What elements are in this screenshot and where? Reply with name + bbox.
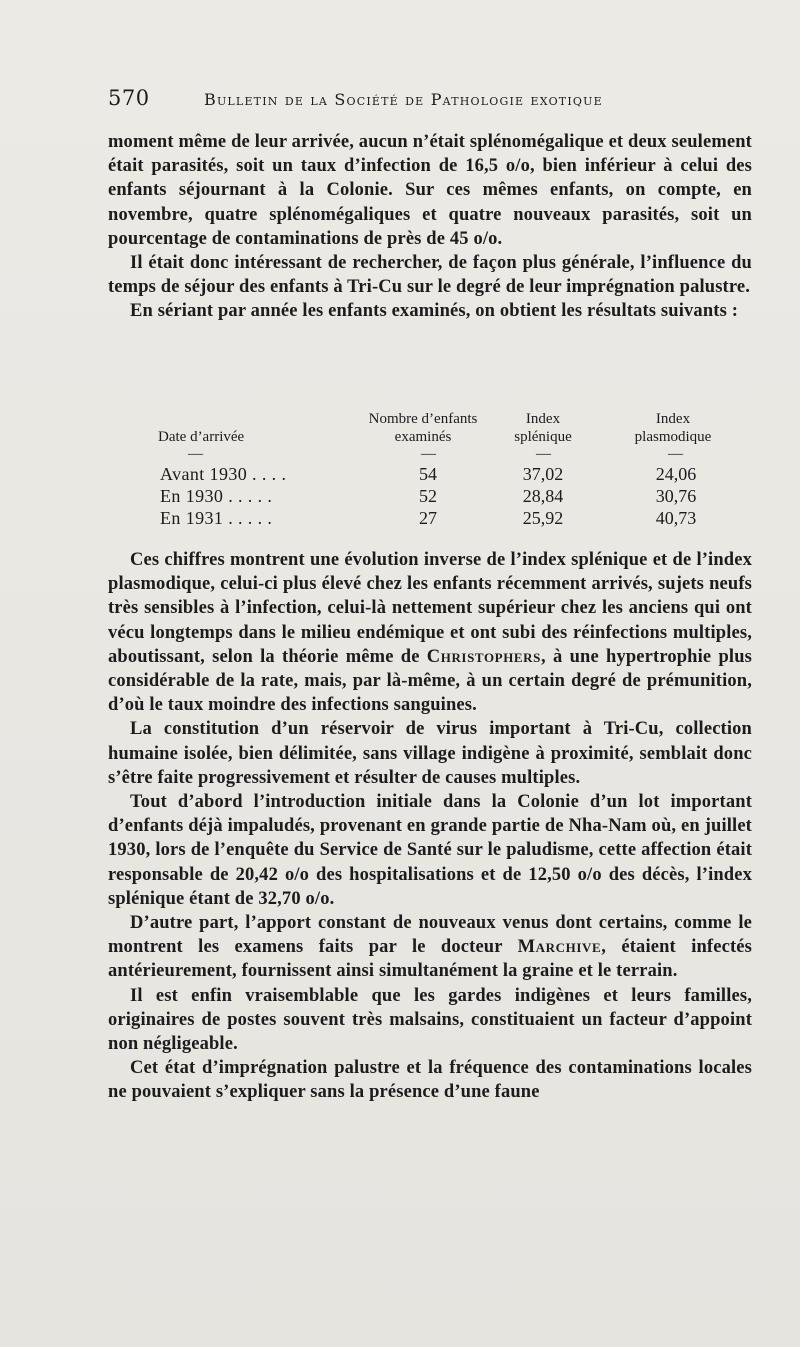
table-row: [108, 508, 748, 530]
col-header-index1-line2: splénique: [514, 429, 572, 445]
cell-nombre: 54: [419, 464, 437, 484]
paragraph: [108, 911, 752, 984]
cell-date: En 1931 . . . . .: [160, 508, 273, 528]
paragraph-text: , à une hypertrophie plus considérable de la rate, mais, par là-même, à un certain degré de prémunition, d’où le taux moindre des infections sanguines.: [108, 646, 752, 716]
paragraph-text: Ces chiffres montrent une évolution inverse de l’index splénique et de l’index plasmodique, celui-ci plus élevé chez les enfants récemment arrivés, sujets neufs très sensibles à l’infection, celui-là nettement supérieur chez les anciens qui ont vécu longtemps dans le milieu endémique et ont subi des réinfections multiples, aboutissant, selon la théorie même de: [108, 550, 752, 667]
paragraph-continuation: moment même de leur arrivée, aucun n’était splénomégalique et deux seulement était parasités, soit un taux d’infection de 16,5 o/o, bien inférieur à celui des enfants séjournant à la Colonie. Sur ces mêmes enfants, on compte, en novembre, quatre splénomégaliques et quatre nouveaux parasités, soit un pourcentage de contaminations de près de 45 o/o.: [108, 132, 752, 249]
col-header-nombre-line1: Nombre d’enfants: [368, 411, 478, 427]
col-header-index-plasmodique: [598, 410, 748, 446]
col-header-index1-line1: Index: [525, 411, 561, 427]
col-header-nombre: [353, 410, 493, 446]
running-title: Bulletin de la Société de Pathologie exotique: [204, 90, 603, 109]
col-header-index-splenique: [493, 410, 593, 446]
cell-plasmodique: 40,73: [655, 508, 697, 528]
cell-date: En 1930 . . . . .: [160, 486, 273, 506]
cell-splenique: 25,92: [522, 508, 564, 528]
page-header: [108, 86, 748, 116]
table-row: [108, 486, 748, 508]
paragraph: Il est enfin vraisemblable que les gardes indigènes et leurs familles, originaires de postes souvent très malsains, constituaient un facteur d’appoint non négligeable.: [108, 985, 752, 1055]
col-header-date: Date d’arrivée: [158, 429, 245, 445]
paragraph: [108, 548, 752, 717]
table-row: [108, 464, 748, 486]
cell-splenique: 37,02: [522, 464, 564, 484]
cell-plasmodique: 30,76: [655, 486, 697, 506]
cell-date: Avant 1930 . . . .: [160, 464, 287, 484]
page-number: 570: [108, 86, 150, 110]
col-header-index2-line1: Index: [655, 411, 691, 427]
text-block-top: [108, 130, 752, 324]
paragraph: Tout d’abord l’introduction initiale dans la Colonie d’un lot important d’enfants déjà impaludés, provenant en grande partie de Nha-Nam où, en juillet 1930, lors de l’enquête du Service de Santé sur le paludisme, cette affection était responsable de 20,42 o/o des hospitalisations et de 12,50 o/o des décès, l’index splénique étant de 32,70 o/o.: [108, 792, 752, 909]
paragraph: En sériant par année les enfants examinés, on obtient les résultats suivants :: [130, 301, 738, 322]
paragraph-text: D’autre part, l’apport constant de nouveaux venus dont certains, comme le montrent les examens faits par le docteur: [108, 913, 752, 958]
cell-nombre: 27: [419, 508, 437, 528]
paragraph: La constitution d’un réservoir de virus important à Tri-Cu, collection humaine isolée, bien délimitée, sans village indigène à proximité, semblait donc s’être faite progressivement et résulter de causes multiples.: [108, 719, 752, 788]
paragraph: Il était donc intéressant de rechercher, de façon plus générale, l’influence du temps de séjour des enfants à Tri-Cu sur le degré de leur imprégnation palustre.: [108, 253, 752, 298]
results-table: [108, 390, 748, 530]
paragraph-text: , étaient infectés antérieurement, fournissent ainsi simultanément la graine et le terrain.: [108, 937, 752, 982]
cell-splenique: 28,84: [522, 486, 564, 506]
col-dash-plasmodique: —: [668, 446, 683, 462]
author-name: Christophers: [426, 646, 542, 667]
author-name: Marchive: [517, 937, 602, 958]
col-header-nombre-line2: examinés: [394, 429, 452, 445]
col-header-index2-line2: plasmodique: [634, 429, 712, 445]
cell-plasmodique: 24,06: [655, 464, 697, 484]
cell-nombre: 52: [419, 486, 437, 506]
col-dash-date: —: [188, 446, 203, 462]
paragraph: Cet état d’imprégnation palustre et la fréquence des contaminations locales ne pouvaient s’expliquer sans la présence d’une faune: [108, 1058, 752, 1103]
col-dash-nombre: —: [421, 446, 436, 462]
text-block-bottom: [108, 548, 752, 1105]
col-dash-splenique: —: [536, 446, 551, 462]
